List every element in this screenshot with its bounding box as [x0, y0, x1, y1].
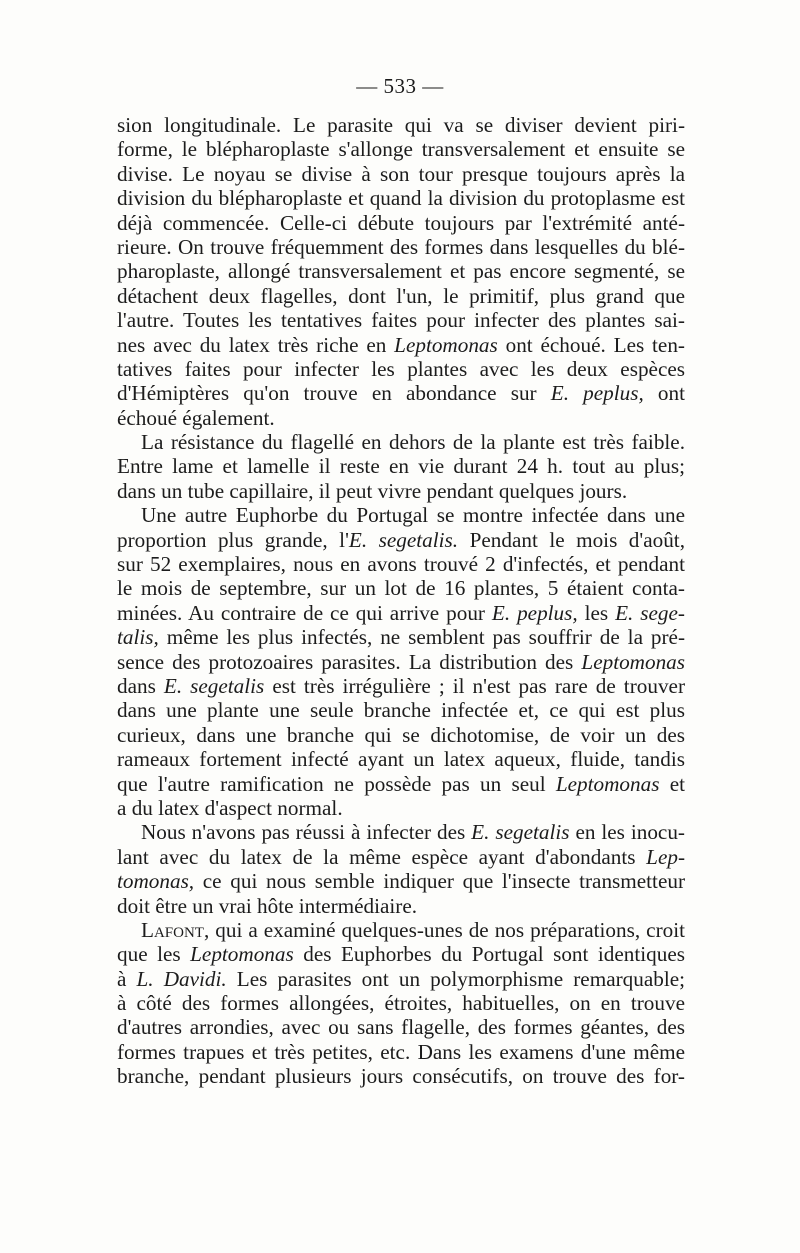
text-line: que l'autre ramification ne possède pas un seul Leptomonas et	[117, 771, 685, 796]
italic-term: E. sege-	[615, 600, 685, 625]
italic-term: E. segetalis.	[348, 527, 459, 552]
italic-term: Leptomonas	[555, 771, 660, 796]
text-line: La résistance du flagellé en dehors de la plante est très faible.	[141, 430, 685, 455]
paragraph-1	[117, 113, 685, 430]
text-line: déjà commencée. Celle-ci débute toujours par l'extrémité anté-	[117, 210, 685, 235]
text-line: dans un tube capillaire, il peut vivre pendant quelques jours.	[117, 478, 628, 503]
text-line: à côté des formes allongées, étroites, habituelles, on en trouve	[117, 991, 685, 1016]
text-line: l'autre. Toutes les tentatives faites pour infecter des plantes sai-	[117, 308, 685, 333]
italic-term: Leptomonas	[581, 649, 685, 674]
text-line: sur 52 exemplaires, nous en avons trouvé 2 d'infectés, et pendant	[117, 552, 685, 577]
italic-term: E. segetalis	[471, 820, 570, 845]
text-line: branche, pendant plusieurs jours consécutifs, on trouve des for-	[117, 1064, 685, 1089]
italic-term: E. peplus,	[550, 381, 644, 406]
text-line: d'Hémiptères qu'on trouve en abondance sur E. peplus, ont	[117, 381, 686, 406]
text-line: nes avec du latex très riche en Leptomonas ont échoué. Les ten-	[117, 332, 685, 357]
text-line: doit être un vrai hôte intermédiaire.	[117, 893, 418, 918]
italic-term: L. Davidi.	[136, 966, 227, 991]
italic-term: tomonas,	[117, 869, 195, 894]
text-line: rameaux fortement infecté ayant un latex aqueux, fluide, tandis	[117, 747, 685, 772]
page-number: — 533 —	[356, 74, 444, 98]
italic-term: Leptomonas	[394, 332, 498, 357]
text-line: Une autre Euphorbe du Portugal se montre infectée dans une	[141, 503, 685, 528]
text-line: curieux, dans une branche qui se dichotomise, de voir un des	[117, 722, 685, 747]
paragraph-4	[117, 820, 685, 918]
text-line: que les Leptomonas des Euphorbes du Portugal sont identiques	[117, 942, 685, 967]
paragraph-5	[117, 918, 685, 1089]
text-line: détachent deux flagelles, dont l'un, le primitif, plus grand que	[117, 283, 685, 308]
text-line: forme, le blépharoplaste s'allonge transversalement et ensuite se	[117, 137, 685, 162]
text-line: sence des protozoaires parasites. La distribution des Leptomonas	[117, 649, 685, 674]
text-line: lant avec du latex de la même espèce ayant d'abondants Lep-	[117, 844, 685, 869]
text-line: Lafont, qui a examiné quelques-unes de nos préparations, croit	[141, 917, 685, 942]
italic-term: talis,	[117, 625, 159, 650]
text-line: tatives faites pour infecter les plantes avec les deux espèces	[117, 356, 685, 381]
italic-term: Leptomonas	[190, 942, 294, 967]
body-text	[117, 113, 685, 1089]
text-line: divise. Le noyau se divise à son tour presque toujours après la	[117, 161, 685, 186]
text-line: sion longitudinale. Le parasite qui va se diviser devient piri-	[117, 113, 685, 137]
text-line: rieure. On trouve fréquemment des formes dans lesquelles du blé-	[117, 234, 685, 259]
text-line: dans une plante une seule branche infectée et, ce qui est plus	[117, 698, 685, 723]
text-line: talis, même les plus infectés, ne semblent pas souffrir de la pré-	[117, 625, 685, 650]
text-line: tomonas, ce qui nous semble indiquer que l'insecte transmetteur	[117, 869, 685, 894]
text-line: à L. Davidi. Les parasites ont un polymorphisme remarquable;	[117, 966, 686, 991]
text-line: formes trapues et très petites, etc. Dans les examens d'une même	[117, 1039, 685, 1064]
text-line: échoué également.	[117, 405, 275, 430]
text-line: Nous n'avons pas réussi à infecter des E. segetalis en les inocu-	[141, 820, 685, 845]
text-line: proportion plus grande, l'E. segetalis. Pendant le mois d'août,	[117, 527, 685, 552]
text-line: dans E. segetalis est très irrégulière ; il n'est pas rare de trouver	[117, 673, 685, 698]
author-name: Lafont	[141, 917, 204, 942]
text-line: Entre lame et lamelle il reste en vie durant 24 h. tout au plus;	[117, 454, 685, 479]
text-line: division du blépharoplaste et quand la division du protoplasme est	[117, 186, 685, 211]
text-line: le mois de septembre, sur un lot de 16 plantes, 5 étaient conta-	[117, 576, 685, 601]
text-line: minées. Au contraire de ce qui arrive pour E. peplus, les E. sege-	[117, 600, 685, 625]
italic-term: Lep-	[646, 844, 685, 869]
italic-term: E. segetalis	[163, 673, 265, 698]
text-line: d'autres arrondies, avec ou sans flagelle, des formes géantes, des	[117, 1015, 685, 1040]
paragraph-2	[117, 430, 685, 503]
italic-term: E. peplus,	[491, 600, 578, 625]
text-line: a du latex d'aspect normal.	[117, 795, 343, 820]
paragraph-3	[117, 503, 685, 820]
text-line: pharoplaste, allongé transversalement et pas encore segmenté, se	[117, 259, 685, 284]
